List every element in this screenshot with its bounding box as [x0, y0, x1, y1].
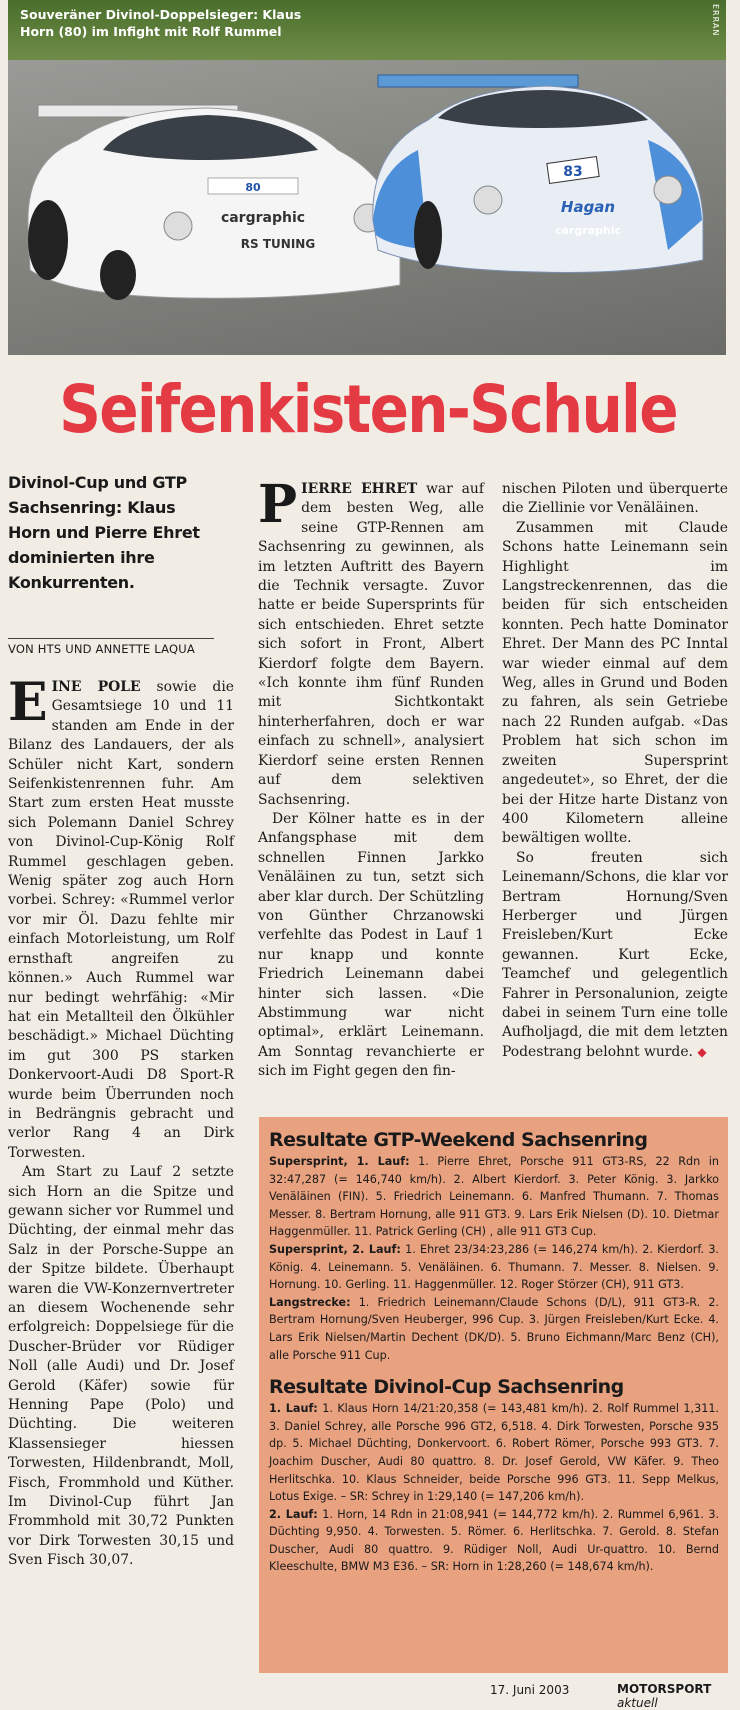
race-photo [8, 0, 726, 355]
dropcap-e: E [8, 672, 48, 733]
divinol-lauf-1-label: 1. Lauf: [269, 1402, 318, 1416]
svg-text:80: 80 [245, 181, 261, 194]
caption-line-1: Souveräner Divinol-Doppelsieger: Klaus [20, 7, 302, 22]
publication-name-italic: aktuell [617, 1696, 658, 1710]
col2-lead-caps: IERRE EHRET [301, 481, 418, 497]
article-column-2 [258, 474, 485, 1082]
divinol-lauf-2-text: 1. Horn, 14 Rdn in 21:08,941 (= 144,772 km/h). 2. Rummel 6,961. 3. Düchting 9,950. 4. Torwesten. 5. Römer. 6. Herlitschka. 7. Gerold. 8. Stefan Duscher, Audi 80 quattro. 9. Rüdiger Noll, Audi Ur-quattro. 10. Bernd Kleeschulte, BMW M3 E36. – SR: Horn in 1:28,260 (= 148,674 km/h). [269, 1507, 719, 1574]
byline: VON HTS UND ANNETTE LAQUA [8, 642, 195, 656]
publication-name [617, 1682, 740, 1710]
publication-name-bold: MOTORSPORT [617, 1682, 712, 1696]
gtp-supersprint-2 [269, 1241, 719, 1294]
gtp-results-title: Resultate GTP-Weekend Sachsenring [269, 1129, 648, 1151]
gtp-supersprint-1-text: 1. Pierre Ehret, Porsche 911 GT3-RS, 22 Rdn in 32:47,287 (= 146,740 km/h). 2. Albert Kierdorf. 3. Peter König. 3. Jarkko Venäläinen (FIN). 5. Friedrich Leinemann. 6. Manfred Thumann. 7. Thomas Messer. 8. Bertram Hornung, alle 911 GT3. 9. Lars Erik Nielsen (D). 10. Dietmar Haggenmüller. 11. Patrick Gerling (CH) , alle 911 GT3 Cup. [269, 1155, 720, 1239]
gtp-langstrecke [269, 1294, 719, 1364]
caption-line-2: Horn (80) im Infight mit Rolf Rummel [20, 24, 282, 39]
photo-caption [20, 6, 320, 40]
col1-paragraph-1 [8, 672, 234, 1163]
col2-paragraph-2: Der Kölner hatte es in der Anfangsphase mit dem schnellen Finnen Jarkko Venäläinen zu tun, setzt sich aber klar durch. Der Schützling von Günther Chrzanowski verfehlte das Podest in Lauf 1 nur knapp und konnte Friedrich Leinemann dabei hinter sich lassen. «Die Abstimmung war nicht optimal», erklärt Leinemann. Am Sonntag revanchierte er sich im Fight gegen den fin- [258, 810, 484, 1080]
lead-text: Divinol-Cup und GTP Sachsenring: Klaus Horn und Pierre Ehret dominierten ihre Konkurrenten. [8, 473, 200, 592]
divinol-lauf-1-text: 1. Klaus Horn 14/21:20,358 (= 143,481 km/h). 2. Rolf Rummel 1,311. 3. Daniel Schrey, alle Porsche 996 GT2, 6,518. 4. Dirk Torwesten, Porsche 935 dp. 5. Michael Düchting, Donkervoort. 6. Robert Römer, Porsche 993 GT3. 7. Joachim Duscher, Audi 80 quattro. 8. Dr. Josef Gerold, VW Käfer. 9. Theo Herlitschka. 10. Klaus Schneider, beide Porsche 996 GT3. 11. Sepp Melkus, Lotus Exige. – SR: Schrey in 1:29,140 (= 147,206 km/h). [269, 1402, 719, 1504]
end-mark-icon: ◆ [697, 1044, 707, 1059]
byline-rule [8, 638, 214, 639]
col1-paragraph-1-text: sowie die Gesamtsiege 10 und 11 standen am Ende in der Bilanz des Landauers, der als Schüler nicht Kart, sondern Seifenkistenrennen fuhr. Am Start zum ersten Heat musste sich Polemann Daniel Schrey von Divinol-Cup-König Rolf Rummel geschlagen geben. Wenig später zog auch Horn vorbei. Schrey: «Rummel verlor vor mir Öl. Dazu fehlte mir einfach Motorleistung, um Rolf ernsthaft angreifen zu können.» Auch Rummel war nur bedingt wehrfähig: «Mir hat ein Metallteil den Ölkühler beschädigt.» Michael Düchting im gut 300 PS starken Donkervoort-Audi D8 Sport-R wurde beim Überrunden noch in Bedrängnis gebracht und verlor Rang 4 an Dirk Torwesten. [8, 679, 234, 1161]
col3-paragraph-1: nischen Piloten und überquerte die Ziellinie vor Venäläinen. [502, 481, 728, 517]
race-cars-illustration [8, 0, 726, 355]
dropcap-p: P [258, 474, 298, 535]
svg-text:cargraphic: cargraphic [554, 224, 622, 237]
photo-credit: ERRAN [711, 4, 720, 37]
car-83 [373, 75, 703, 273]
col2-paragraph-1 [258, 474, 485, 810]
svg-text:83: 83 [563, 164, 583, 180]
car-80 [28, 105, 400, 300]
headline: Seifenkisten-Schule [59, 371, 677, 448]
svg-text:RS TUNING: RS TUNING [240, 237, 316, 251]
divinol-lauf-2-label: 2. Lauf: [269, 1507, 318, 1521]
results-box [259, 1117, 728, 1673]
gtp-supersprint-1-label: Supersprint, 1. Lauf: [269, 1155, 410, 1168]
svg-text:Hagan: Hagan [560, 198, 616, 216]
gtp-langstrecke-text: 1. Friedrich Leinemann/Claude Schons (D/L), 911 GT3-R. 2. Bertram Hornung/Sven Heuberger, 996 Cup. 3. Jürgen Freisleben/Kurt Ecke. 4. Lars Erik Nielsen/Martin Dechent (DK/D). 5. Bruno Eichmann/Marc Benz (CH), alle Porsche 911 Cup. [269, 1295, 719, 1362]
article-column-1 [8, 672, 234, 1571]
col3-paragraph-3-text: So freuten sich Leinemann/Schons, die klar vor Bertram Hornung/Sven Herberger und Jürgen Freisleben/Kurt Ecke gewannen. Kurt Ecke, Teamchef und gelegentlich Fahrer in Personalunion, zeigte dabei in seinem Turn eine tolle Aufholjagd, die mit dem letzten Podestrang belohnt wurde. [502, 849, 728, 1060]
col2-paragraph-1-text: war auf dem besten Weg, alle seine GTP-Rennen am Sachsenring zu gewinnen, als im letzten Auftritt des Bayern die Technik versagte. Zuvor hatte er beide Supersprints für sich entschieden. Ehret setzte sich sofort in Front, Albert Kierdorf folgte dem Bayern. «Ich konnte ihm fünf Runden mit Sichtkontakt hinterherfahren, doch er war einfach zu schnell», analysiert Kierdorf seine ersten Rennen auf dem selektiven Sachsenring. [258, 481, 485, 808]
gtp-supersprint-2-text: 1. Ehret 23/34:23,286 (= 146,274 km/h). 2. Kierdorf. 3. König. 4. Leinemann. 5. Venäläinen. 6. Thumann. 7. Messer. 8. Nielsen. 9. Hornung. 10. Gerling. 11. Haggenmüller. 12. Roger Störzer (CH), 911 GT3. [269, 1242, 719, 1292]
gtp-supersprint-1 [269, 1153, 719, 1241]
svg-text:cargraphic: cargraphic [220, 210, 306, 226]
divinol-lauf-2 [269, 1506, 719, 1576]
divinol-lauf-1 [269, 1400, 719, 1506]
col1-lead-caps: INE POLE [51, 679, 141, 695]
divinol-results-title: Resultate Divinol-Cup Sachsenring [269, 1376, 624, 1399]
col3-paragraph-3 [502, 849, 728, 1062]
gtp-langstrecke-label: Langstrecke: [269, 1295, 351, 1309]
article-column-3 [502, 480, 728, 1062]
issue-date: 17. Juni 2003 [490, 1683, 570, 1697]
col1-paragraph-2: Am Start zu Lauf 2 setzte sich Horn an die Spitze und gewann sicher vor Rummel und Düchting, der einmal mehr das Salz in der Porsche-Suppe an der Spitze bildete. Überhaupt waren die VW-Konzernvertreter an diesem Wochenende sehr erfolgreich: Doppelsiege für die Duscher-Brüder vor Rüdiger Noll (alle Audi) und Dr. Josef Gerold (Käfer) sowie für Henning Pape (Polo) und Düchting. Die weiteren Klassensieger hiessen Torwesten, Hildenbrandt, Moll, Fisch, Frommhold und Küther. Im Divinol-Cup führt Jan Frommhold mit 30,72 Punkten vor Dirk Torwesten 30,15 und Sven Fisch 30,07. [8, 1164, 234, 1569]
col3-paragraph-2: Zusammen mit Claude Schons hatte Leinemann sein Highlight im Langstreckenrennen, das die beiden für sich entscheiden konnten. Pech hatte Dominator Ehret. Der Mann des PC Inntal war wieder einmal auf dem Weg, alles in Grund und Boden zu fahren, als sein Getriebe nach 22 Runden aufgab. «Das Problem hat sich schon im zweiten Supersprint angedeutet», so Ehret, der die bei der Hitze harte Distanz von 400 Kilometern alleine bewältigen wollte. [502, 519, 728, 847]
gtp-supersprint-2-label: Supersprint, 2. Lauf: [269, 1242, 401, 1256]
